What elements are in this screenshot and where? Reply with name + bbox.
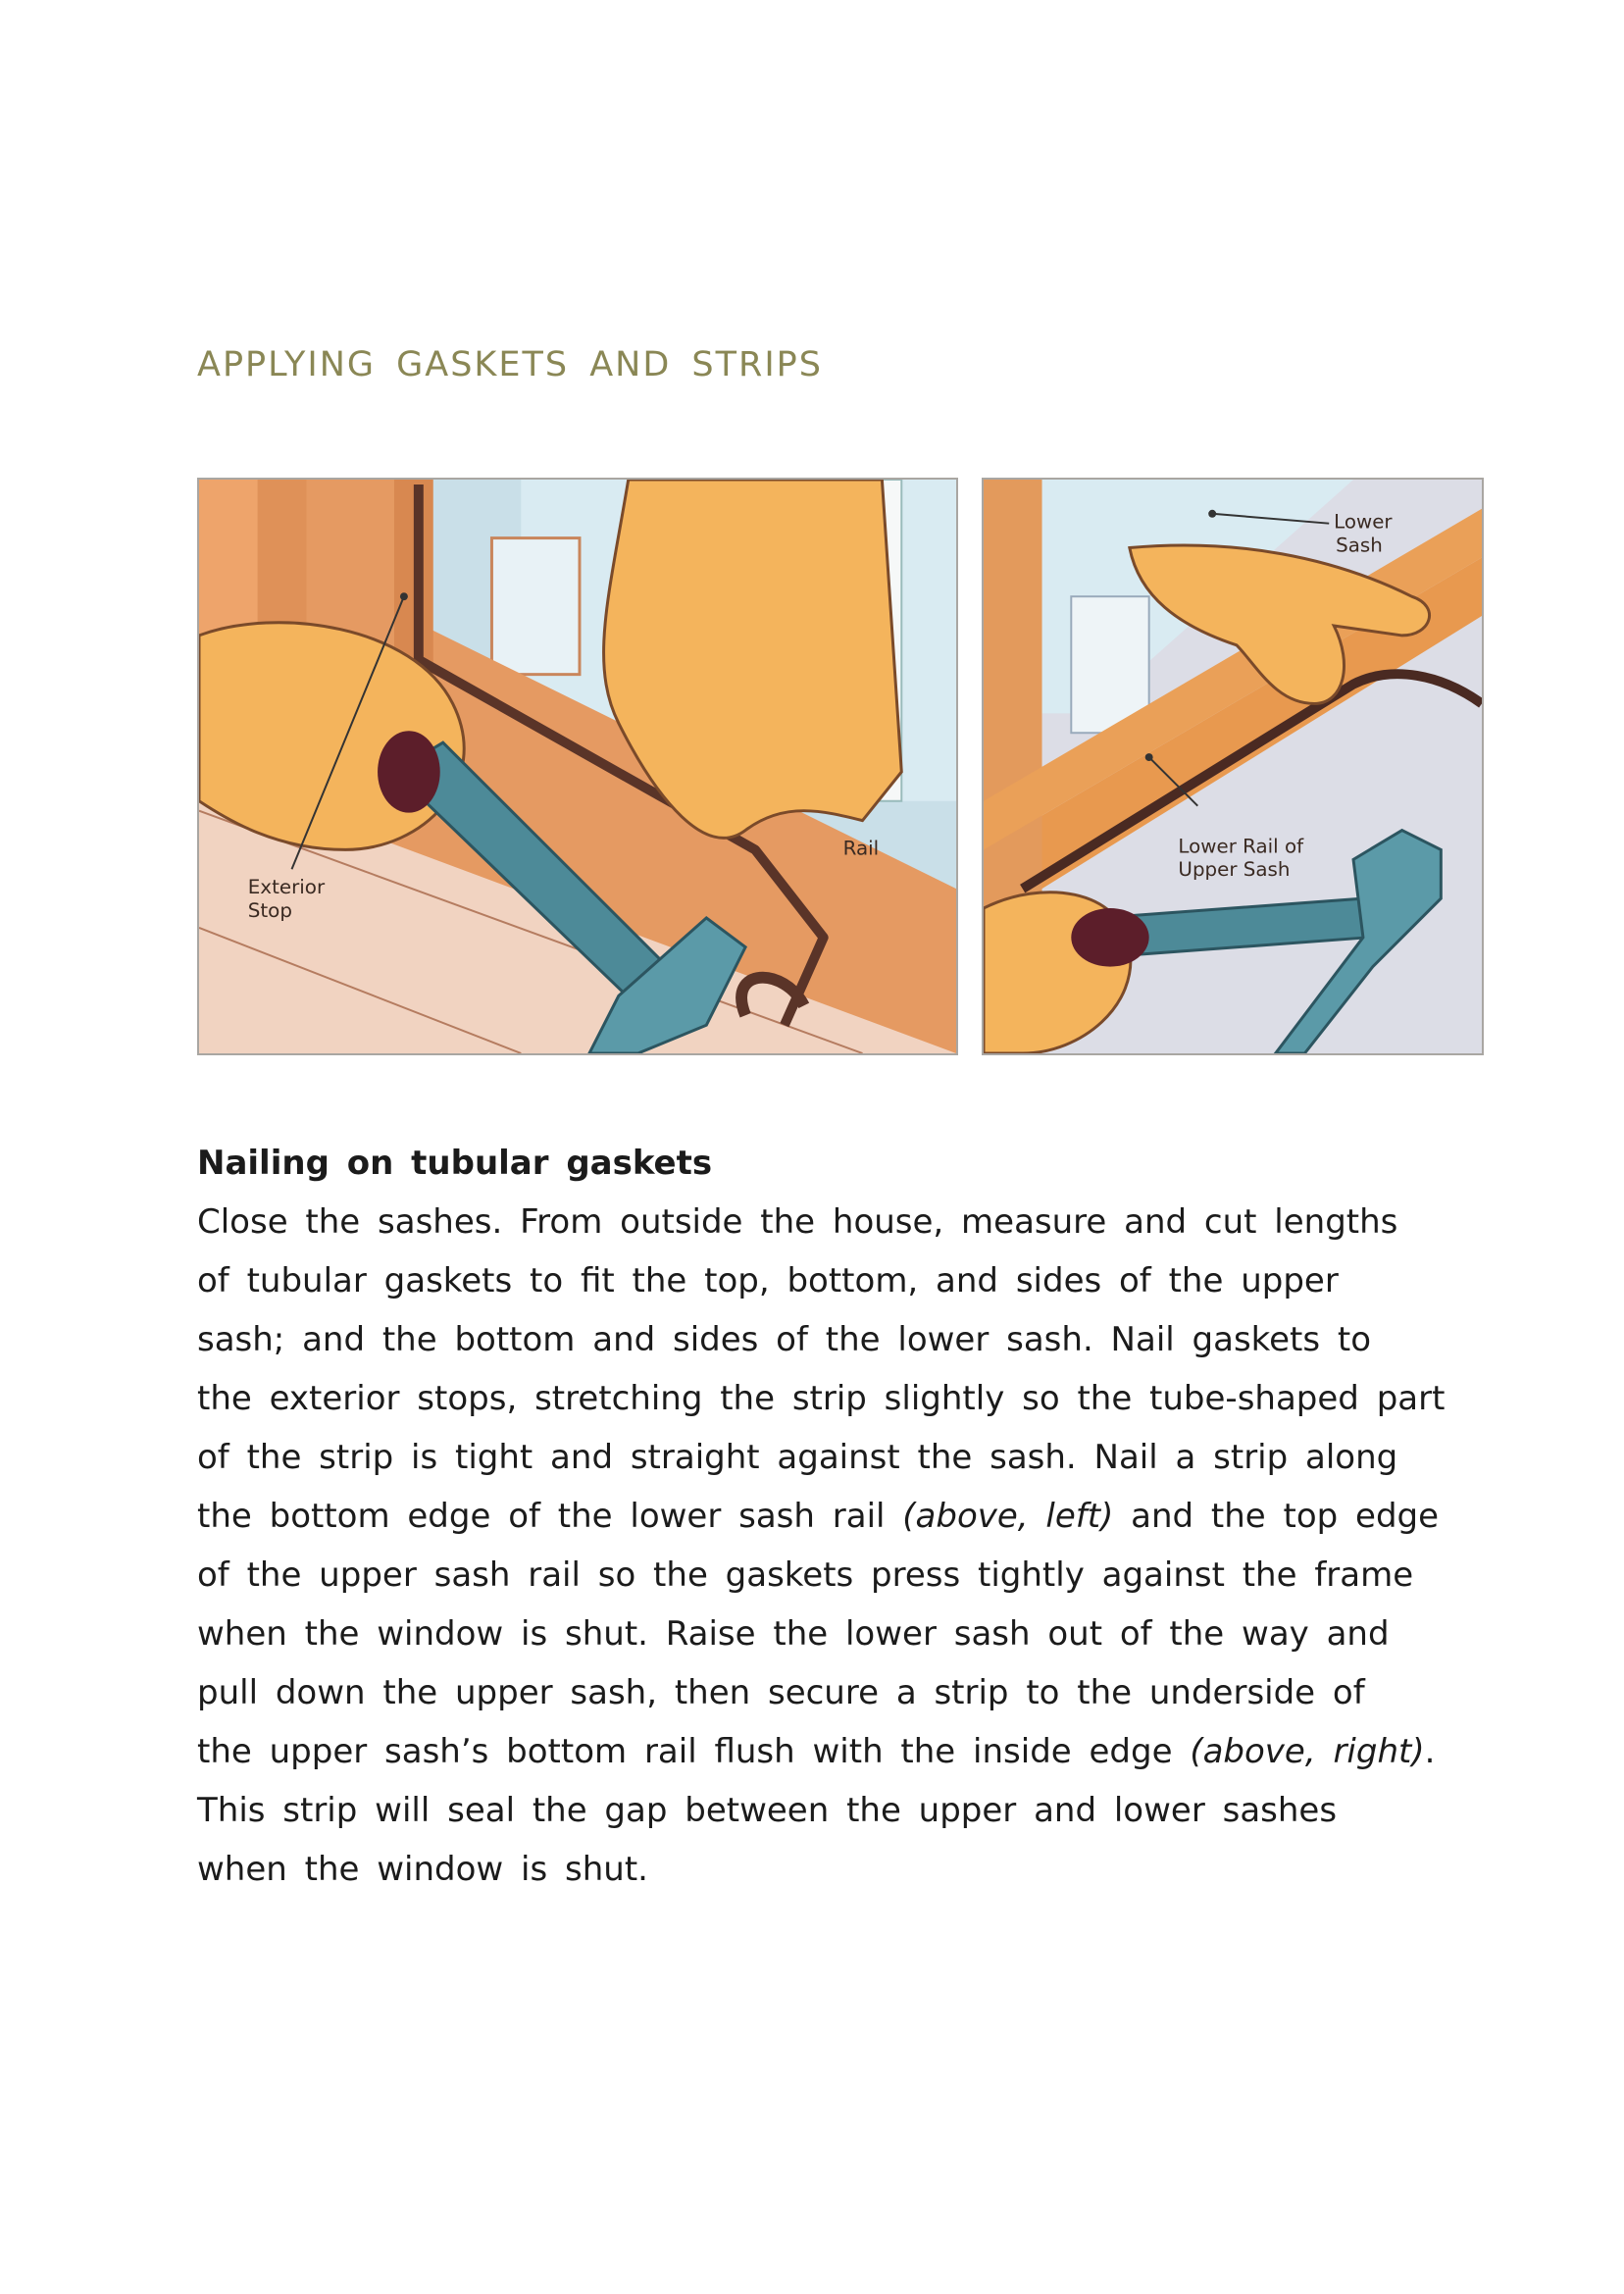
line-text: when the window is shut. Raise the lower sash out of the way and [197, 1614, 1390, 1654]
line-text: Close the sashes. From outside the house, measure and cut lengths [197, 1202, 1398, 1242]
italic-reference: (above, left) [902, 1497, 1114, 1536]
paragraph-line [197, 1369, 1462, 1428]
paragraph-line [197, 1193, 1462, 1251]
paragraph-line [197, 1546, 1462, 1605]
line-text: of the strip is tight and straight against the sash. Nail a strip along [197, 1438, 1398, 1477]
article [197, 1134, 1462, 1899]
paragraph-line [197, 1722, 1462, 1781]
section-title: APPLYING GASKETS AND STRIPS [197, 345, 823, 384]
lower-rail-label-line1: Lower Rail of [1178, 835, 1304, 858]
illustration-nailing-rail-gasket [197, 478, 958, 1055]
lower-sash-label-line2: Sash [1336, 534, 1383, 557]
paragraph-line [197, 1428, 1462, 1487]
line-text: of the upper sash rail so the gaskets press tightly against the frame [197, 1555, 1414, 1595]
paragraph-line [197, 1310, 1462, 1369]
article-paragraph [197, 1193, 1462, 1899]
upper-sash-drawing [984, 480, 1482, 1053]
exterior-stop-label-line1: Exterior [247, 876, 326, 899]
exterior-stop-label-line2: Stop [247, 898, 292, 922]
italic-reference: (above, right) [1190, 1732, 1425, 1771]
paragraph-line [197, 1781, 1462, 1840]
line-text: sash; and the bottom and sides of the lower sash. Nail gaskets to [197, 1320, 1372, 1359]
line-text: This strip will seal the gap between the upper and lower sashes [197, 1791, 1338, 1830]
paragraph-line [197, 1251, 1462, 1310]
paragraph-line [197, 1605, 1462, 1663]
line-text: the bottom edge of the lower sash rail [197, 1497, 903, 1536]
line-text: and the top edge [1113, 1497, 1440, 1536]
line-text: the upper sash’s bottom rail flush with the inside edge [197, 1732, 1191, 1771]
line-text: the exterior stops, stretching the strip slightly so the tube-shaped part [197, 1379, 1446, 1418]
line-text: pull down the upper sash, then secure a strip to the underside of [197, 1673, 1365, 1712]
article-heading: Nailing on tubular gaskets [197, 1144, 713, 1183]
rail-label: Rail [842, 837, 880, 860]
paragraph-line [197, 1487, 1462, 1546]
line-text: when the window is shut. [197, 1850, 648, 1889]
illustration-upper-sash-strip [982, 478, 1484, 1055]
gasket-rail-drawing [199, 480, 956, 1053]
lower-rail-label-line2: Upper Sash [1178, 858, 1291, 882]
paragraph-line [197, 1663, 1462, 1722]
line-text: . [1424, 1732, 1436, 1771]
lower-sash-label-line1: Lower [1334, 510, 1393, 534]
paragraph-line [197, 1840, 1462, 1899]
line-text: of tubular gaskets to fit the top, bottom, and sides of the upper [197, 1261, 1339, 1300]
